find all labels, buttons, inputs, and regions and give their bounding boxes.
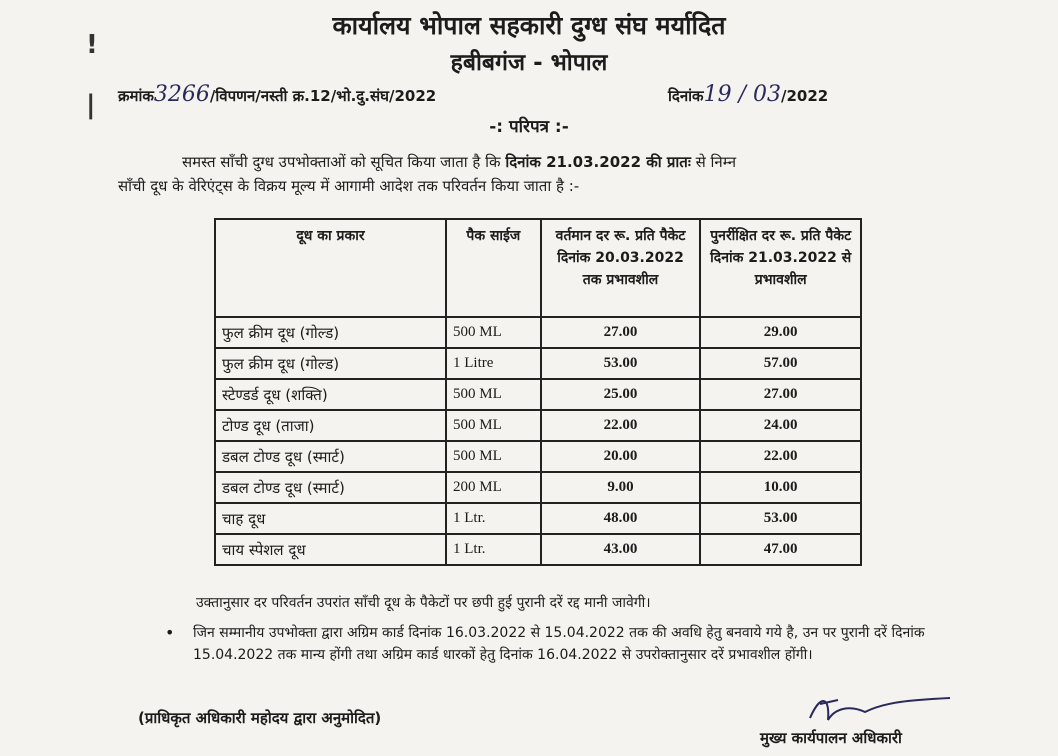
intro-line2: साँची दूध के वेरिएंट्स के विक्रय मूल्य में आगामी आदेश तक परिवर्तन किया जाता है :-	[118, 177, 580, 195]
cell-current: 25.00	[541, 379, 701, 410]
cell-revised: 47.00	[700, 534, 861, 565]
note-old-rates-void: उक्तानुसार दर परिवर्तन उपरांत साँची दूध के पैकेटों पर छपी हुई पुरानी दरें रद्द मानी जावेगी।	[196, 595, 651, 611]
intro-paragraph	[118, 150, 948, 198]
advance-card-text: जिन सम्मानीय उपभोक्ता द्वारा अग्रिम कार्ड दिनांक 16.03.2022 से 15.04.2022 तक की अवधि हेतु बनवाये गये है, उन पर पुरानी दरें दिनांक 15.04.2022 तक मान्य होंगी तथा अग्रिम कार्ड धारकों हेतु दिनांक 16.04.2022 से उपरोक्तानुसार दरें प्रभावशील होंगी।	[193, 625, 925, 663]
cell-revised: 53.00	[700, 503, 861, 534]
margin-mark-2: |	[86, 90, 96, 120]
reference-prefix: क्रमांक	[118, 87, 154, 105]
cell-current: 20.00	[541, 441, 701, 472]
table-row	[215, 317, 861, 348]
cell-current: 43.00	[541, 534, 701, 565]
cell-current: 53.00	[541, 348, 701, 379]
intro-date: दिनांक 21.03.2022 की प्रातः	[505, 153, 691, 171]
office-title: कार्यालय भोपाल सहकारी दुग्ध संघ मर्यादित	[332, 11, 726, 40]
cell-revised: 24.00	[700, 410, 861, 441]
cell-variety: चाय स्पेशल दूध	[215, 534, 446, 565]
advance-card-note	[165, 622, 955, 666]
signature-icon	[790, 690, 960, 730]
table-row	[215, 348, 861, 379]
date-handwritten: 19 / 03	[703, 82, 781, 107]
table-row	[215, 441, 861, 472]
cell-current: 27.00	[541, 317, 701, 348]
header-pack-size: पैक साईज	[446, 219, 541, 317]
cell-variety: फुल क्रीम दूध (गोल्ड)	[215, 317, 446, 348]
cell-current: 22.00	[541, 410, 701, 441]
cell-pack: 500 ML	[446, 379, 541, 410]
margin-mark-1: !	[86, 30, 98, 60]
cell-variety: डबल टोण्ड दूध (स्मार्ट)	[215, 441, 446, 472]
cell-pack: 500 ML	[446, 441, 541, 472]
cell-current: 9.00	[541, 472, 701, 503]
cell-pack: 200 ML	[446, 472, 541, 503]
cell-pack: 1 Ltr.	[446, 534, 541, 565]
cell-variety: स्टेण्डर्ड दूध (शक्ति)	[215, 379, 446, 410]
cell-current: 48.00	[541, 503, 701, 534]
approval-note: (प्राधिकृत अधिकारी महोदय द्वारा अनुमोदित)	[138, 709, 382, 727]
officer-designation: मुख्य कार्यपालन अधिकारी	[760, 729, 902, 747]
cell-variety: टोण्ड दूध (ताजा)	[215, 410, 446, 441]
header-revised-rate: पुनर्रीक्षित दर रू. प्रति पैकेट दिनांक 21.03.2022 से प्रभावशील	[700, 219, 861, 317]
table-row	[215, 503, 861, 534]
table-row	[215, 410, 861, 441]
cell-revised: 22.00	[700, 441, 861, 472]
reference-number: 3266	[153, 82, 210, 107]
office-location: हबीबगंज - भोपाल	[450, 50, 608, 76]
cell-pack: 500 ML	[446, 410, 541, 441]
table-row	[215, 379, 861, 410]
cell-variety: डबल टोण्ड दूध (स्मार्ट)	[215, 472, 446, 503]
cell-variety: चाह दूध	[215, 503, 446, 534]
cell-revised: 10.00	[700, 472, 861, 503]
table-header-row	[215, 219, 861, 317]
header-current-rate: वर्तमान दर रू. प्रति पैकेट दिनांक 20.03.2022 तक प्रभावशील	[541, 219, 701, 317]
cell-revised: 29.00	[700, 317, 861, 348]
circular-title: -: परिपत्र :-	[489, 117, 569, 137]
rate-table	[214, 218, 862, 566]
table-row	[215, 472, 861, 503]
intro-part1: समस्त साँची दुग्ध उपभोक्ताओं को सूचित किया जाता है कि	[182, 153, 506, 171]
date-line	[668, 82, 828, 107]
date-label: दिनांक	[668, 87, 704, 105]
header-variety: दूध का प्रकार	[215, 219, 446, 317]
bullet-icon: •	[165, 623, 175, 642]
cell-variety: फुल क्रीम दूध (गोल्ड)	[215, 348, 446, 379]
reference-suffix: /विपणन/नस्ती क्र.12/भो.दु.संघ/2022	[209, 87, 437, 105]
table-row	[215, 534, 861, 565]
intro-part2: से निम्न	[690, 153, 737, 171]
cell-pack: 1 Ltr.	[446, 503, 541, 534]
cell-pack: 500 ML	[446, 317, 541, 348]
cell-revised: 27.00	[700, 379, 861, 410]
cell-revised: 57.00	[700, 348, 861, 379]
date-year: /2022	[780, 87, 829, 105]
reference-line	[118, 82, 436, 107]
cell-pack: 1 Litre	[446, 348, 541, 379]
